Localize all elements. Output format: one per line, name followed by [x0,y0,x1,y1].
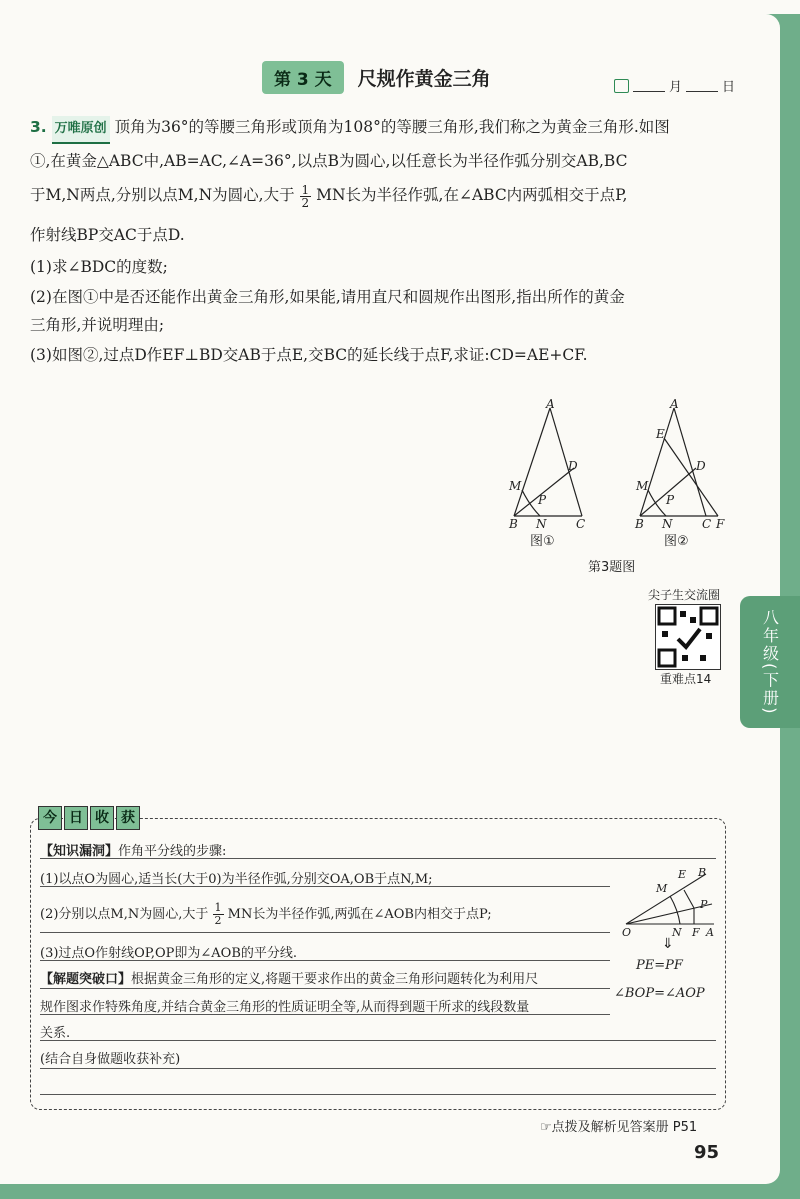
label-f: F [716,517,725,530]
part-3: (3)如图②,过点D作EF⊥BD交AB于点E,交BC的延长线于点F,求证:CD=AE+CF. [30,346,588,364]
frac-num: 1 [214,901,222,914]
rule [40,960,610,961]
page-number: 95 [694,1142,720,1163]
label-m: M [656,882,668,895]
supplement-text: (结合自身做题收获补充) [40,1052,181,1067]
breakthrough-line-1 [40,968,538,987]
breakthrough-text-1: 根据黄金三角形的定义,将题干要求作出的黄金三角形问题转化为利用尺 [131,972,539,987]
label-p: P [666,493,675,507]
part-1: (1)求∠BDC的度数; [30,258,168,276]
summary-title-char: 日 [64,806,88,830]
rule [40,1094,716,1095]
fraction-half [213,902,224,927]
fig1-caption: 图① [530,534,555,549]
rule [40,988,610,989]
question-text-3a: 于M,N两点,分别以点M,N为圆心,大于 [30,186,295,204]
step-2-text-b: MN长为半径作弧,两弧在∠AOB内相交于点P; [227,907,492,922]
frac-num: 1 [301,182,310,197]
equation-angles: ∠BOP=∠AOP [614,986,705,1001]
rule [40,1040,716,1041]
step-2-text-a: (2)分别以点M,N为圆心,大于 [40,907,209,922]
seg-pe [684,890,694,908]
label-d: D [696,459,706,473]
down-arrow-icon: ⇓ [662,936,674,952]
lesson-header [262,60,491,94]
question-text-1: 顶角为36°的等腰三角形或顶角为108°的等腰三角形,我们称之为黄金三角形.如图 [114,118,670,136]
rule [40,932,610,933]
summary-title [38,806,140,830]
qr-code[interactable] [655,604,721,670]
fig2-caption: 图② [664,534,689,549]
label-a: A [546,398,555,411]
label-b: B [698,866,707,879]
step-1: (1)以点O为圆心,适当长(大于0)为半径作弧,分别交OA,OB于点N,M; [40,872,433,887]
question-number: 3. [30,118,47,136]
angle-bisector-diagram [620,864,720,938]
label-f: F [692,926,700,938]
label-e: E [656,427,665,441]
figure-1 [500,398,600,530]
qr-pattern [656,605,720,669]
summary-title-char: 收 [90,806,114,830]
month-label: 月 [669,80,683,95]
breakthrough-line-3: 关系. [40,1026,71,1041]
breakthrough-label: 【解题突破口】 [40,972,132,987]
frac-den: 2 [301,195,310,210]
question-line-1 [30,114,730,144]
knowledge-label: 【知识漏洞】 [40,844,119,859]
knowledge-line [40,840,226,859]
label-n: N [662,517,673,530]
label-n: N [672,926,682,938]
label-n: N [536,517,547,530]
rule [40,858,716,859]
figure-group-caption: 第3题图 [588,560,636,575]
frac-den: 2 [214,914,222,927]
arc-mn [670,896,680,924]
step-2 [40,902,492,927]
check-icon [678,629,700,647]
qr-bottom-text: 重难点14 [660,672,712,686]
part-2a: (2)在图①中是否还能作出黄金三角形,如果能,请用直尺和圆规作出图形,指出所作的黄金 [30,288,625,306]
label-o: O [622,926,632,938]
question-line-4: 作射线BP交AC于点D. [30,226,185,244]
label-c: C [576,517,586,530]
label-p: P [700,898,708,911]
arc-mn [648,490,666,516]
equation-pe-pf: PE=PF [636,958,683,973]
original-badge: 万唯原创 [52,116,110,144]
lesson-title: 尺规作黄金三角 [357,67,491,90]
rule [40,1068,716,1069]
month-blank[interactable] [633,79,665,92]
answer-reference: ☞点拨及解析见答案册 P51 [540,1120,698,1135]
question-line-2: ①,在黄金△ABC中,AB=AC,∠A=36°,以点B为圆心,以任意长为半径作弧分别交AB,BC [30,152,628,170]
label-b: B [509,517,518,530]
calendar-icon [614,79,629,93]
top-strip [0,0,800,14]
day-tag: 第 3 天 [262,61,344,94]
step-3: (3)过点O作射线OP,OP即为∠AOB的平分线. [40,946,298,961]
qr-top-text: 尖子生交流圈 [648,588,721,602]
label-b: B [635,517,644,530]
label-c: C [702,517,712,530]
knowledge-text: 作角平分线的步骤: [118,844,227,859]
rule [40,1014,610,1015]
fraction-half [300,184,312,209]
label-d: D [568,459,578,473]
label-a: A [670,398,679,411]
breakthrough-line-2: 规作图求作特殊角度,并结合黄金三角形的性质证明全等,从而得到题干所求的线段数量 [40,1000,530,1015]
summary-title-char: 今 [38,806,62,830]
figure-2 [630,398,730,530]
label-p: P [538,493,547,507]
label-e: E [678,868,687,881]
label-m: M [509,479,522,493]
question-line-3 [30,182,730,209]
summary-title-char: 获 [116,806,140,830]
label-m: M [636,479,649,493]
question-text-3b: MN长为半径作弧,在∠ABC内两弧相交于点P, [316,186,628,204]
part-2b: 三角形,并说明理由; [30,316,165,334]
day-blank[interactable] [686,79,718,92]
date-field [614,76,735,95]
grade-side-tab: 八年级(下册) [740,596,800,728]
rule [40,886,610,887]
label-a: A [706,926,714,938]
day-label: 日 [722,80,736,95]
